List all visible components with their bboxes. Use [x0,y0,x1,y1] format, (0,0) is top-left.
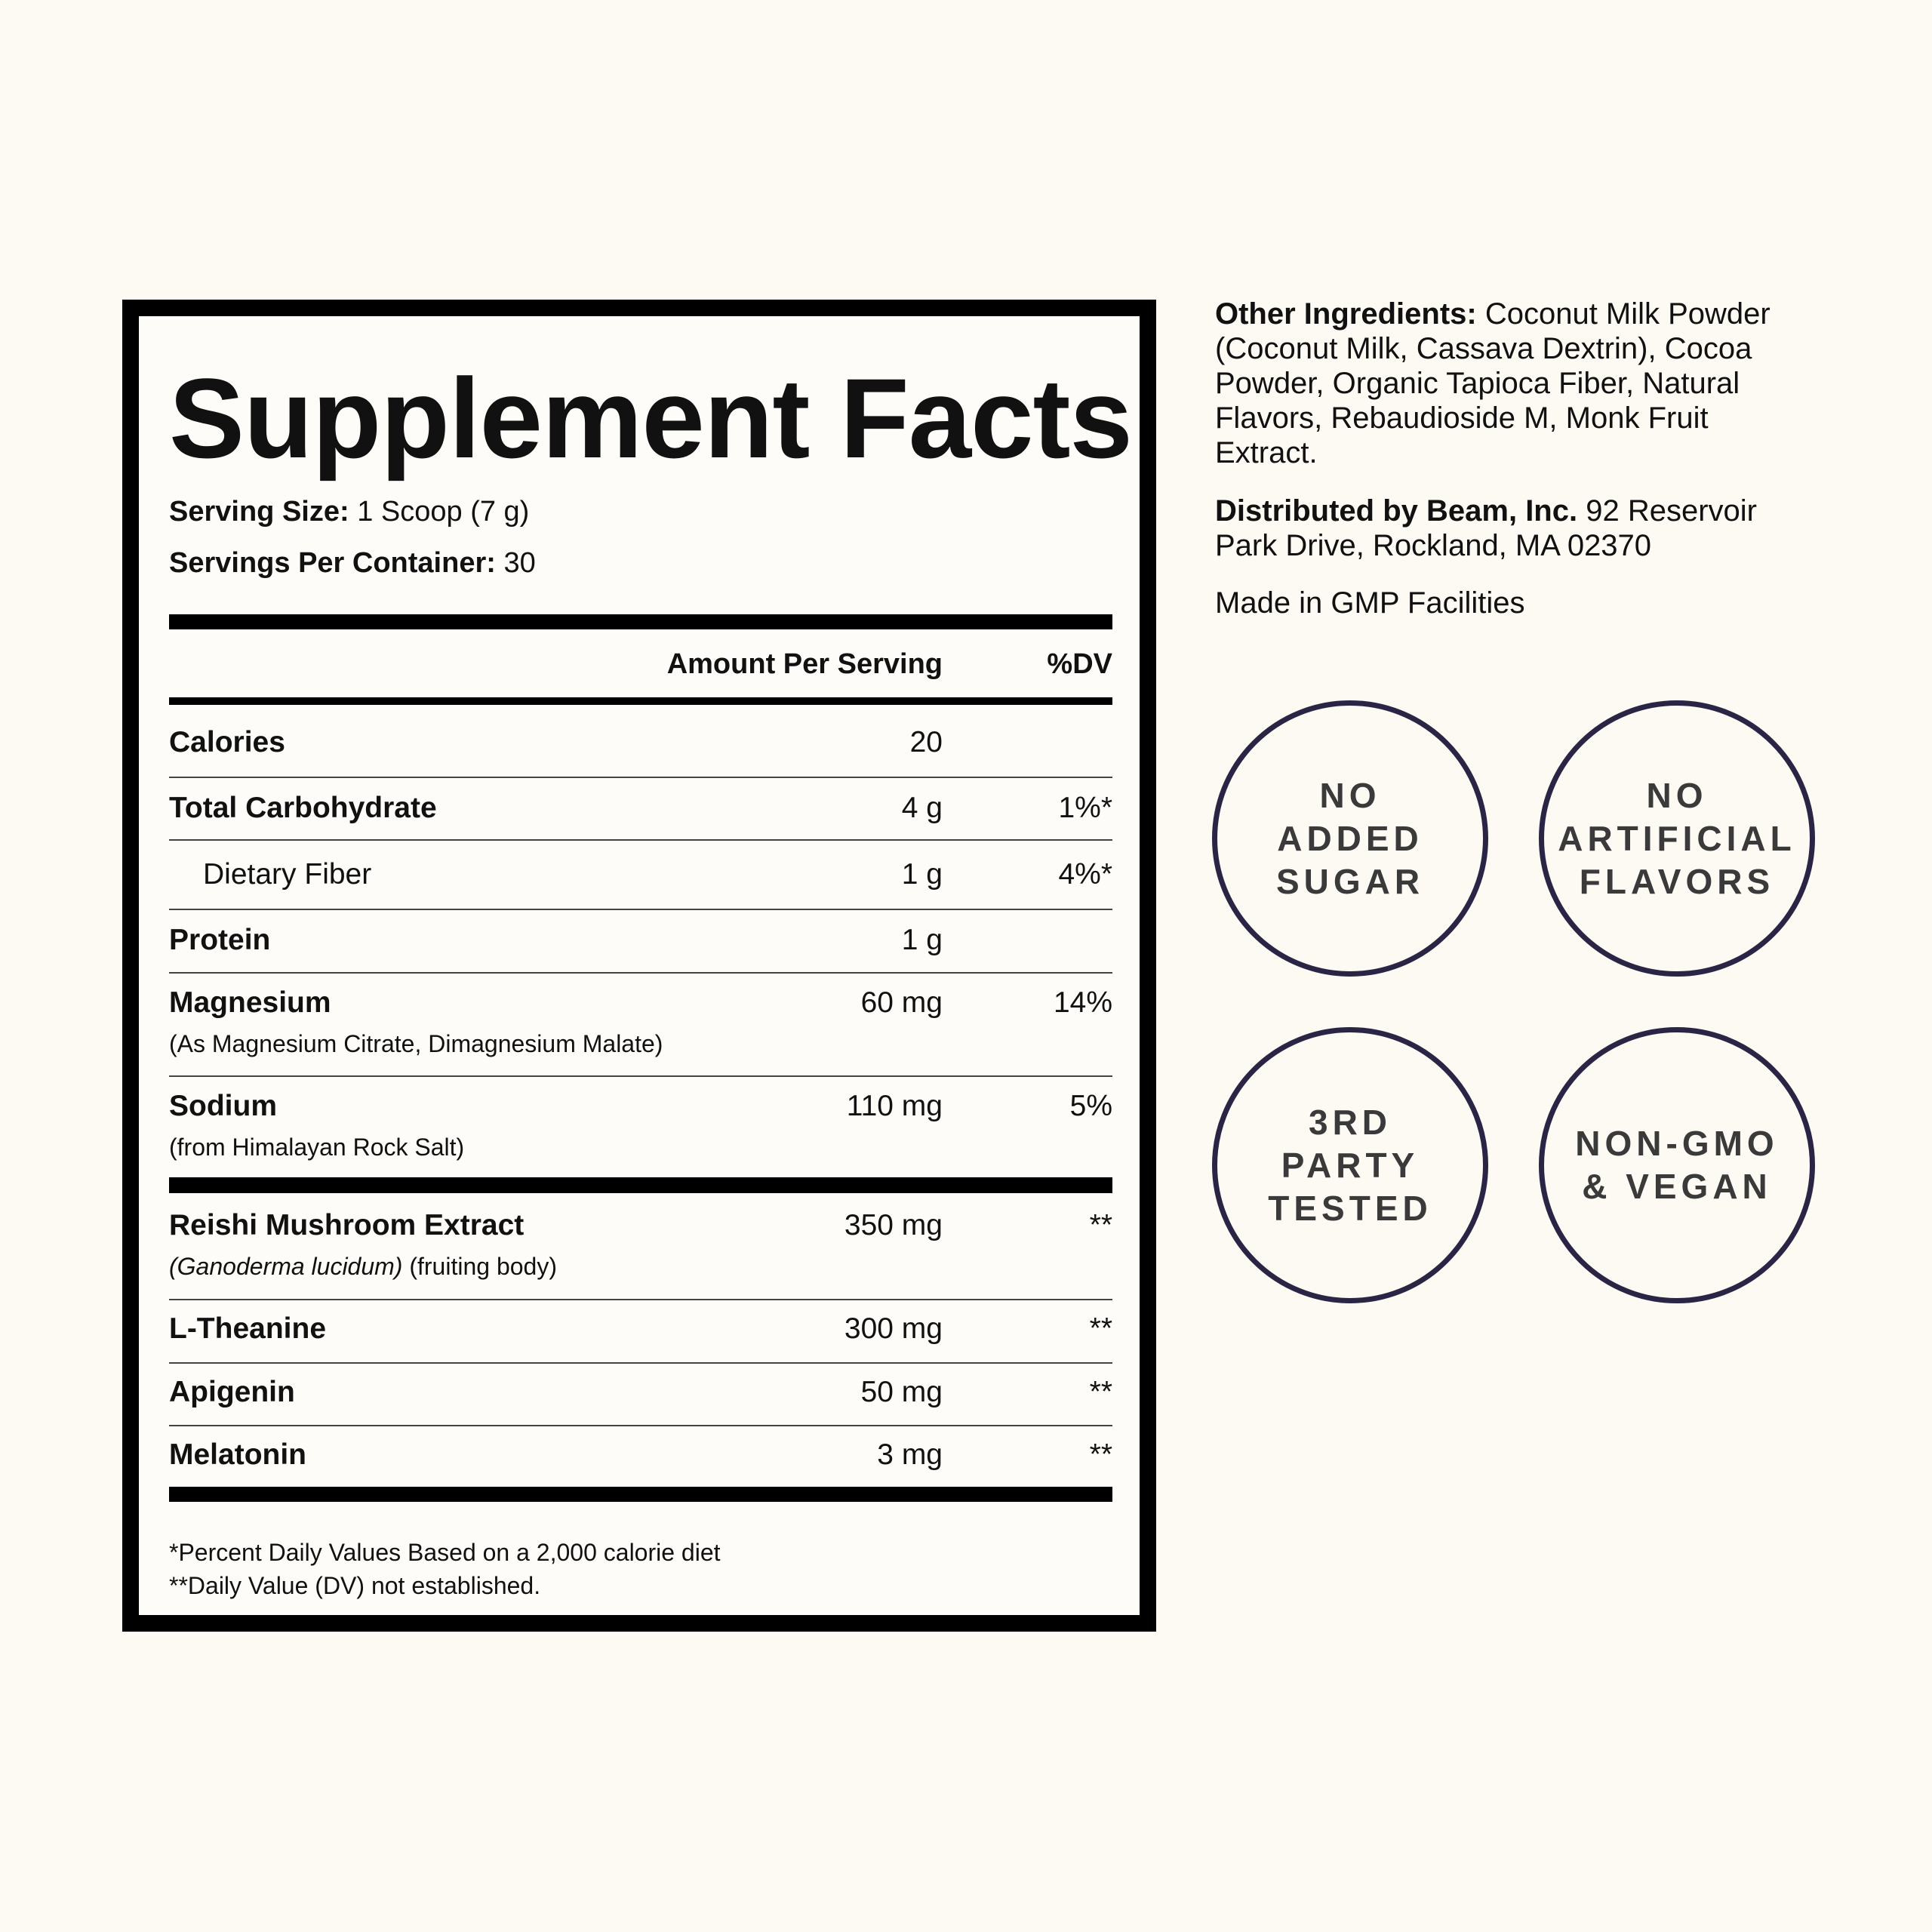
nutrient-name: Apigenin [169,1376,295,1408]
badge-label [1276,774,1424,903]
nutrient-name: Reishi Mushroom Extract [169,1209,525,1241]
badge-third-party-tested [1212,1027,1488,1303]
nutrient-amount: 4 g [901,792,943,824]
badge-label [1268,1101,1432,1230]
other-ingredients-label: Other Ingredients: [1215,297,1477,331]
footnote-percent-daily-value: *Percent Daily Values Based on a 2,000 calorie diet [169,1539,721,1566]
nutrient-amount: 350 mg [844,1209,943,1241]
badge-line: SUGAR [1275,861,1425,901]
footnote-dv-not-established: **Daily Value (DV) not established. [169,1572,541,1599]
row-divider [169,909,1112,910]
serving-size-value: 1 Scoop (7 g) [357,496,530,528]
thick-divider [169,1177,1112,1193]
plant-part: (fruiting body) [402,1253,557,1280]
nutrient-name: Protein [169,924,271,956]
badge-line: ARTIFICIAL [1558,818,1796,858]
nutrient-source-note [169,1253,557,1281]
badge-line: NO [1646,775,1708,815]
other-ingredients [1215,297,1819,470]
nutrient-name: Magnesium [169,986,331,1019]
thick-divider [169,1487,1112,1502]
distributor-label: Distributed by Beam, Inc. [1215,494,1578,528]
nutrient-name: Sodium [169,1090,277,1122]
nutrient-name: Dietary Fiber [203,858,372,891]
nutrient-name: Total Carbohydrate [169,792,437,824]
badge-no-added-sugar [1212,700,1488,977]
nutrient-amount: 60 mg [860,986,943,1019]
supplement-facts-panel [122,300,1156,1632]
row-divider [169,1425,1112,1426]
made-in-statement: Made in GMP Facilities [1215,586,1525,620]
badge-line: FLAVORS [1579,861,1775,901]
nutrient-amount: 1 g [901,924,943,956]
serving-size [169,496,529,528]
badge-line: NON-GMO [1575,1124,1779,1163]
nutrient-dv: ** [1089,1209,1112,1241]
nutrient-dv: ** [1089,1312,1112,1345]
nutrient-amount: 300 mg [844,1312,943,1345]
badge-no-artificial-flavors [1539,700,1815,977]
badge-line: 3RD [1308,1102,1392,1142]
nutrient-name: Calories [169,726,285,758]
nutrient-dv: 5% [1069,1090,1112,1122]
badge-label [1575,1122,1778,1208]
nutrient-amount: 3 mg [877,1438,943,1471]
nutrient-dv: ** [1089,1376,1112,1408]
nutrient-name: L-Theanine [169,1312,327,1345]
nutrient-dv: ** [1089,1438,1112,1471]
distributor-info [1215,494,1819,563]
nutrient-amount: 20 [909,726,943,758]
badge-line: PARTY [1281,1145,1420,1185]
nutrient-amount: 1 g [901,858,943,891]
distributor-address: 92 Reservoir Park Drive, Rockland, MA 02370 [1215,494,1757,562]
nutrient-amount: 50 mg [860,1376,943,1408]
nutrient-dv: 1%* [1058,792,1112,824]
badge-line: NO [1319,775,1381,815]
other-ingredients-text: Coconut Milk Powder (Coconut Milk, Cassava Dextrin), Cocoa Powder, Organic Tapioca Fiber, Natural Flavors, Rebaudioside M, Monk Fruit Extract. [1215,297,1770,469]
nutrient-name: Melatonin [169,1438,306,1471]
row-divider [169,839,1112,841]
badge-label [1558,774,1796,903]
nutrient-source-note: (As Magnesium Citrate, Dimagnesium Malate) [169,1030,663,1057]
thick-divider [169,614,1112,629]
header-divider [169,697,1112,705]
nutrient-dv: 14% [1053,986,1112,1019]
servings-per-container-value: 30 [503,547,536,579]
servings-per-container-label: Servings Per Container: [169,547,496,579]
row-divider [169,1299,1112,1300]
badge-line: ADDED [1277,818,1423,858]
supplement-facts-title: Supplement Facts [169,355,1132,481]
row-divider [169,972,1112,974]
row-divider [169,777,1112,778]
badge-line: TESTED [1268,1188,1432,1228]
nutrient-dv: 4%* [1058,858,1112,891]
nutrient-source-note: (from Himalayan Rock Salt) [169,1134,465,1161]
serving-size-label: Serving Size: [169,496,349,528]
badge-line: & VEGAN [1582,1167,1772,1206]
row-divider [169,1075,1112,1077]
servings-per-container [169,547,536,580]
column-header-dv: %DV [1047,648,1112,680]
nutrient-amount: 110 mg [846,1090,943,1122]
botanical-name: (Ganoderma lucidum) [169,1253,403,1280]
row-divider [169,1362,1112,1364]
column-header-amount: Amount Per Serving [666,648,943,680]
badge-non-gmo-vegan [1539,1027,1815,1303]
